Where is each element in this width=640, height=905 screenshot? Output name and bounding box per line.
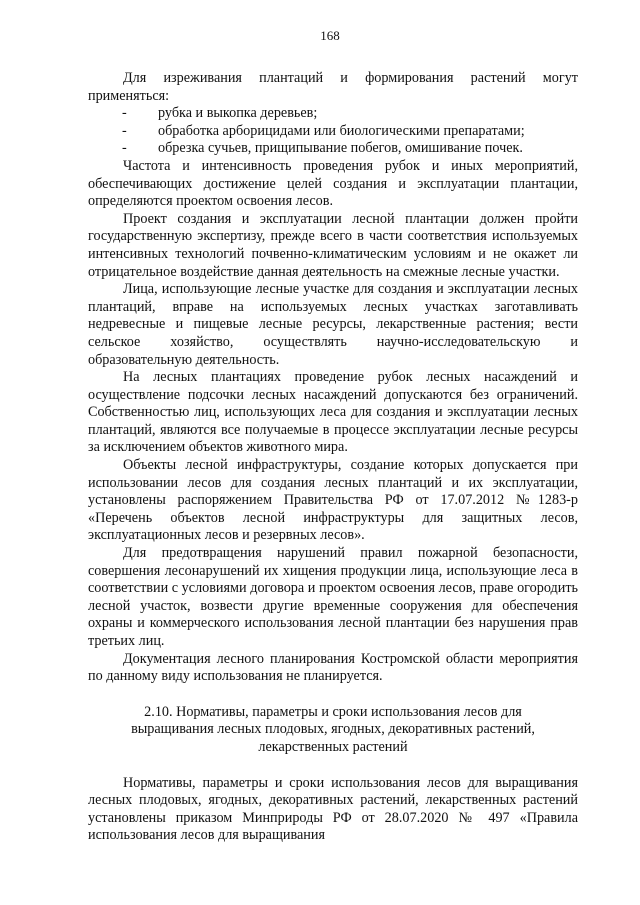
- list-item: [88, 123, 578, 141]
- list-marker: -: [122, 105, 127, 122]
- section-heading-line: лекарственных растений: [258, 738, 408, 755]
- paragraph-rights: Лица, использующие лесные участке для создания и эксплуатации лесных плантаций, вправе на используемых лесных участках заготавливать недревесные и пищевые лесные ресурсы, лекарственные растения; вести сельское хозяйство, осуществлять научно-исследовательскую и образовательную деятельность.: [88, 281, 578, 368]
- paragraph-fire-safety: Для предотвращения нарушений правил пожарной безопасности, совершения лесонарушений их хищения продукции лица, использующие леса в соответствии с условиями договора и проектом освоения лесов, праве огородить лесной участок, возвести другие временные сооружения для обеспечения охраны и коммерческого использования лесной плантации без нарушения прав третьих лиц.: [88, 545, 578, 649]
- list-item-text: рубка и выкопка деревьев;: [158, 105, 318, 122]
- list-item: [88, 105, 578, 123]
- section-heading-line: 2.10. Нормативы, параметры и сроки использования лесов для: [144, 703, 522, 720]
- intro-paragraph: Для изреживания плантаций и формирования растений могут применяться:: [88, 70, 578, 104]
- section-heading: [88, 704, 578, 757]
- paragraph-expertise: Проект создания и эксплуатации лесной плантации должен пройти государственную экспертизу, прежде всего в части соответствия используемых интенсивных технологий почвенно-климатическим условиям и не окажет ли отрицательное воздействие данная деятельность на смежные лесные участки.: [88, 210, 578, 280]
- list-item-text: обработка арборицидами или биологическими препаратами;: [158, 122, 525, 139]
- list-marker: -: [122, 140, 127, 157]
- section-heading-line: выращивания лесных плодовых, ягодных, декоративных растений,: [131, 721, 535, 738]
- paragraph-planning: Документация лесного планирования Костромской области мероприятия по данному виду использования не планируется.: [88, 650, 578, 685]
- list-marker: -: [122, 122, 127, 139]
- measures-list: [88, 105, 578, 158]
- page-number: 168: [320, 28, 340, 43]
- paragraph-infrastructure: Объекты лесной инфраструктуры, создание которых допускается при использовании лесов для создания лесных плантаций и их эксплуатации, установлены распоряжением Правительства РФ от 17.07.2012 №1283-р «Перечень объектов лесной инфраструктуры для защитных лесов, эксплуатационных лесов и резервных лесов».: [88, 457, 578, 544]
- paragraph-norms: Нормативы, параметры и сроки использования лесов для выращивания лесных плодовых, ягодных, декоративных растений, лекарственных растений установлены приказом Минприроды РФ от 28.07.2020 № 497 «Правила использования лесов для выращивания: [88, 774, 578, 844]
- list-item-text: обрезка сучьев, прищипывание побегов, омишивание почек.: [158, 140, 523, 157]
- list-item: [88, 140, 578, 158]
- paragraph-frequency: Частота и интенсивность проведения рубок и иных мероприятий, обеспечивающих достижение целей создания и эксплуатации плантации, определяются проектом освоения лесов.: [88, 157, 578, 210]
- paragraph-felling: На лесных плантациях проведение рубок лесных насаждений и осуществление подсочки лесных насаждений допускаются без ограничений. Собственностью лиц, использующих леса для создания и эксплуатации лесных плантаций, являются все получаемые в процессе эксплуатации лесные ресурсы за исключением объектов животного мира.: [88, 369, 578, 456]
